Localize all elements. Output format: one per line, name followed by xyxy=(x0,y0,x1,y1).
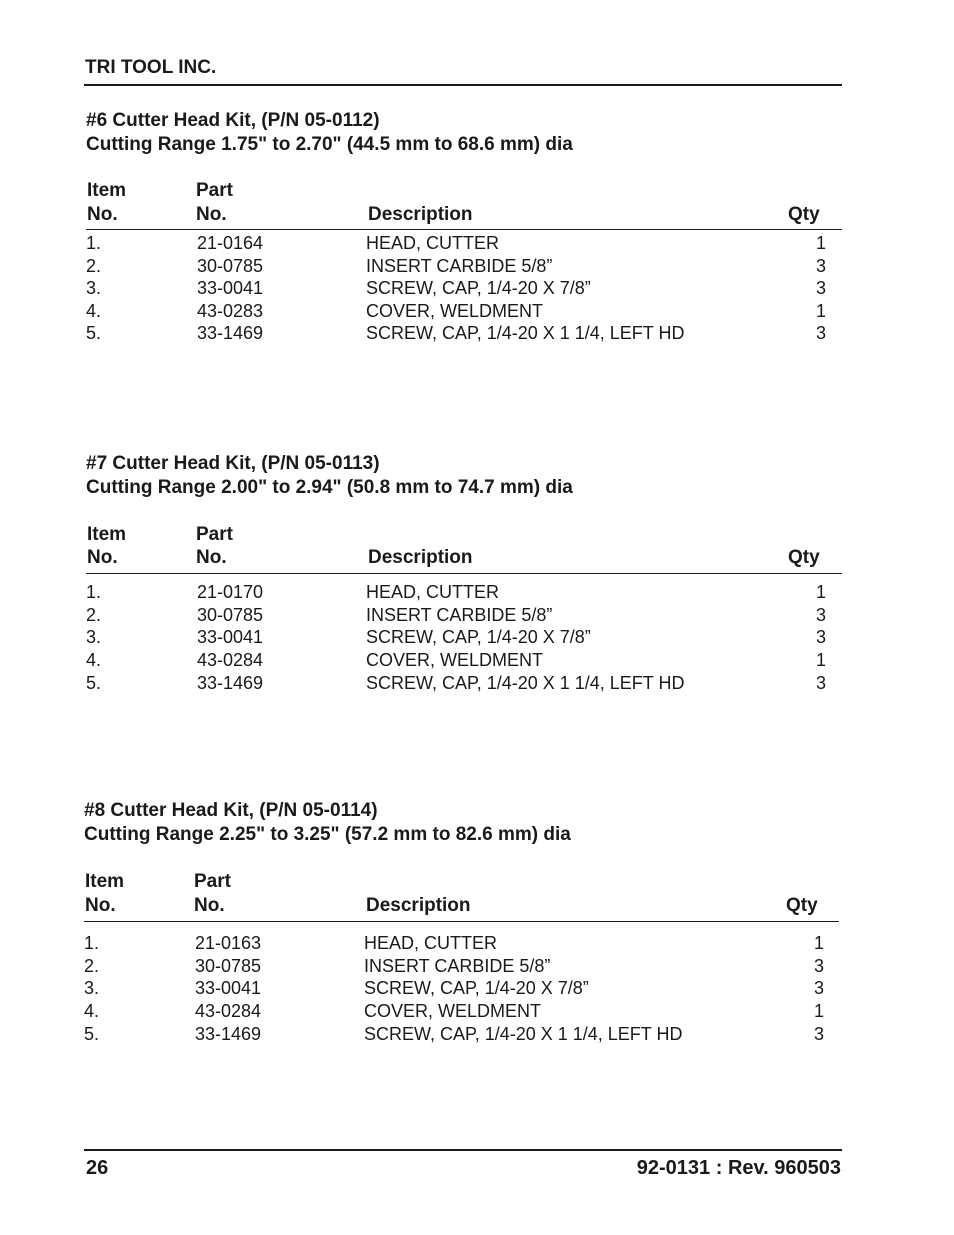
quantity: 3 xyxy=(815,323,826,343)
part-number: 33-0041 xyxy=(197,627,264,647)
col-header-part-line2: No. xyxy=(194,895,225,916)
col-header-item-line2: No. xyxy=(87,204,118,225)
quantity: 3 xyxy=(813,978,824,998)
kit-cutting-range: Cutting Range 2.25" to 3.25" (57.2 mm to 82.6 mm) dia xyxy=(84,824,571,845)
col-header-item-line2: No. xyxy=(85,895,116,916)
part-number: 33-1469 xyxy=(197,673,264,693)
item-number: 5. xyxy=(84,1024,100,1044)
item-number: 1. xyxy=(86,233,102,253)
item-number: 4. xyxy=(86,650,102,670)
col-header-part-line2: No. xyxy=(196,204,227,225)
part-number: 30-0785 xyxy=(197,605,264,625)
col-header-part-line1: Part xyxy=(196,180,233,201)
item-number: 4. xyxy=(86,301,102,321)
part-number: 43-0283 xyxy=(197,301,264,321)
part-number: 43-0284 xyxy=(195,1001,262,1021)
col-header-part-line1: Part xyxy=(194,871,231,892)
part-number: 21-0170 xyxy=(197,582,264,602)
part-number: 21-0164 xyxy=(197,233,264,253)
col-header-item-line1: Item xyxy=(87,180,127,201)
part-description: HEAD, CUTTER xyxy=(366,582,500,602)
col-header-part-line1: Part xyxy=(196,524,233,545)
table-row xyxy=(86,581,826,604)
table-row xyxy=(84,955,824,978)
kit-title: #8 Cutter Head Kit, (P/N 05-0114) xyxy=(84,800,378,821)
header-rule xyxy=(84,84,842,86)
table-row xyxy=(86,255,826,278)
table-header-rule xyxy=(84,921,839,922)
part-description: INSERT CARBIDE 5/8” xyxy=(366,256,553,276)
quantity: 1 xyxy=(815,301,826,321)
quantity: 3 xyxy=(813,1024,824,1044)
col-header-item-line1: Item xyxy=(85,871,125,892)
part-description: HEAD, CUTTER xyxy=(364,933,498,953)
part-description: SCREW, CAP, 1/4-20 X 1 1/4, LEFT HD xyxy=(366,323,685,343)
part-description: INSERT CARBIDE 5/8” xyxy=(366,605,553,625)
table-row xyxy=(86,604,826,627)
part-number: 33-1469 xyxy=(197,323,264,343)
part-number: 30-0785 xyxy=(197,256,264,276)
part-number: 21-0163 xyxy=(195,933,262,953)
part-description: COVER, WELDMENT xyxy=(366,650,544,670)
table-row xyxy=(84,1023,824,1046)
part-description: COVER, WELDMENT xyxy=(366,301,544,321)
table-row xyxy=(86,300,826,323)
col-header-item-line1: Item xyxy=(87,524,127,545)
table-row xyxy=(84,1000,824,1023)
item-number: 5. xyxy=(86,323,102,343)
col-header-qty: Qty xyxy=(786,895,818,916)
part-description: SCREW, CAP, 1/4-20 X 1 1/4, LEFT HD xyxy=(366,673,685,693)
kit-title: #7 Cutter Head Kit, (P/N 05-0113) xyxy=(86,453,380,474)
col-header-qty: Qty xyxy=(788,547,820,568)
part-description: SCREW, CAP, 1/4-20 X 7/8” xyxy=(364,978,589,998)
col-header-qty: Qty xyxy=(788,204,820,225)
part-description: COVER, WELDMENT xyxy=(364,1001,542,1021)
quantity: 1 xyxy=(815,233,826,253)
quantity: 1 xyxy=(813,1001,824,1021)
col-header-description: Description xyxy=(368,204,473,225)
quantity: 3 xyxy=(815,673,826,693)
quantity: 3 xyxy=(815,627,826,647)
table-header-rule xyxy=(86,229,842,230)
table-row xyxy=(84,932,824,955)
part-number: 33-1469 xyxy=(195,1024,262,1044)
table-row xyxy=(86,672,826,695)
table-row xyxy=(86,322,826,345)
item-number: 2. xyxy=(86,605,102,625)
page-number: 26 xyxy=(86,1157,109,1179)
col-header-item-line2: No. xyxy=(87,547,118,568)
item-number: 4. xyxy=(84,1001,100,1021)
item-number: 3. xyxy=(86,627,102,647)
item-number: 1. xyxy=(86,582,102,602)
item-number: 3. xyxy=(86,278,102,298)
quantity: 3 xyxy=(813,956,824,976)
quantity: 3 xyxy=(815,278,826,298)
part-number: 33-0041 xyxy=(197,278,264,298)
item-number: 1. xyxy=(84,933,100,953)
table-row xyxy=(86,626,826,649)
footer-rule xyxy=(84,1149,842,1151)
col-header-part-line2: No. xyxy=(196,547,227,568)
quantity: 1 xyxy=(815,650,826,670)
quantity: 3 xyxy=(815,605,826,625)
company-name: TRI TOOL INC. xyxy=(85,57,217,78)
item-number: 2. xyxy=(86,256,102,276)
kit-title: #6 Cutter Head Kit, (P/N 05-0112) xyxy=(86,110,380,131)
document-revision: 92-0131 : Rev. 960503 xyxy=(636,1157,841,1179)
table-row xyxy=(86,232,826,255)
quantity: 3 xyxy=(815,256,826,276)
part-description: SCREW, CAP, 1/4-20 X 7/8” xyxy=(366,278,591,298)
table-header-rule xyxy=(86,573,842,574)
part-number: 43-0284 xyxy=(197,650,264,670)
kit-section xyxy=(86,109,846,343)
item-number: 3. xyxy=(84,978,100,998)
table-row xyxy=(84,977,824,1000)
quantity: 1 xyxy=(813,933,824,953)
col-header-description: Description xyxy=(368,547,473,568)
item-number: 2. xyxy=(84,956,100,976)
part-description: HEAD, CUTTER xyxy=(366,233,500,253)
item-number: 5. xyxy=(86,673,102,693)
table-row xyxy=(86,649,826,672)
part-description: INSERT CARBIDE 5/8” xyxy=(364,956,551,976)
kit-section xyxy=(84,799,844,1044)
col-header-description: Description xyxy=(366,895,471,916)
part-number: 33-0041 xyxy=(195,978,262,998)
kit-section xyxy=(86,452,846,693)
kit-cutting-range: Cutting Range 2.00" to 2.94" (50.8 mm to 74.7 mm) dia xyxy=(86,477,573,498)
part-description: SCREW, CAP, 1/4-20 X 1 1/4, LEFT HD xyxy=(364,1024,683,1044)
kit-cutting-range: Cutting Range 1.75" to 2.70" (44.5 mm to 68.6 mm) dia xyxy=(86,134,573,155)
table-row xyxy=(86,277,826,300)
quantity: 1 xyxy=(815,582,826,602)
part-number: 30-0785 xyxy=(195,956,262,976)
part-description: SCREW, CAP, 1/4-20 X 7/8” xyxy=(366,627,591,647)
